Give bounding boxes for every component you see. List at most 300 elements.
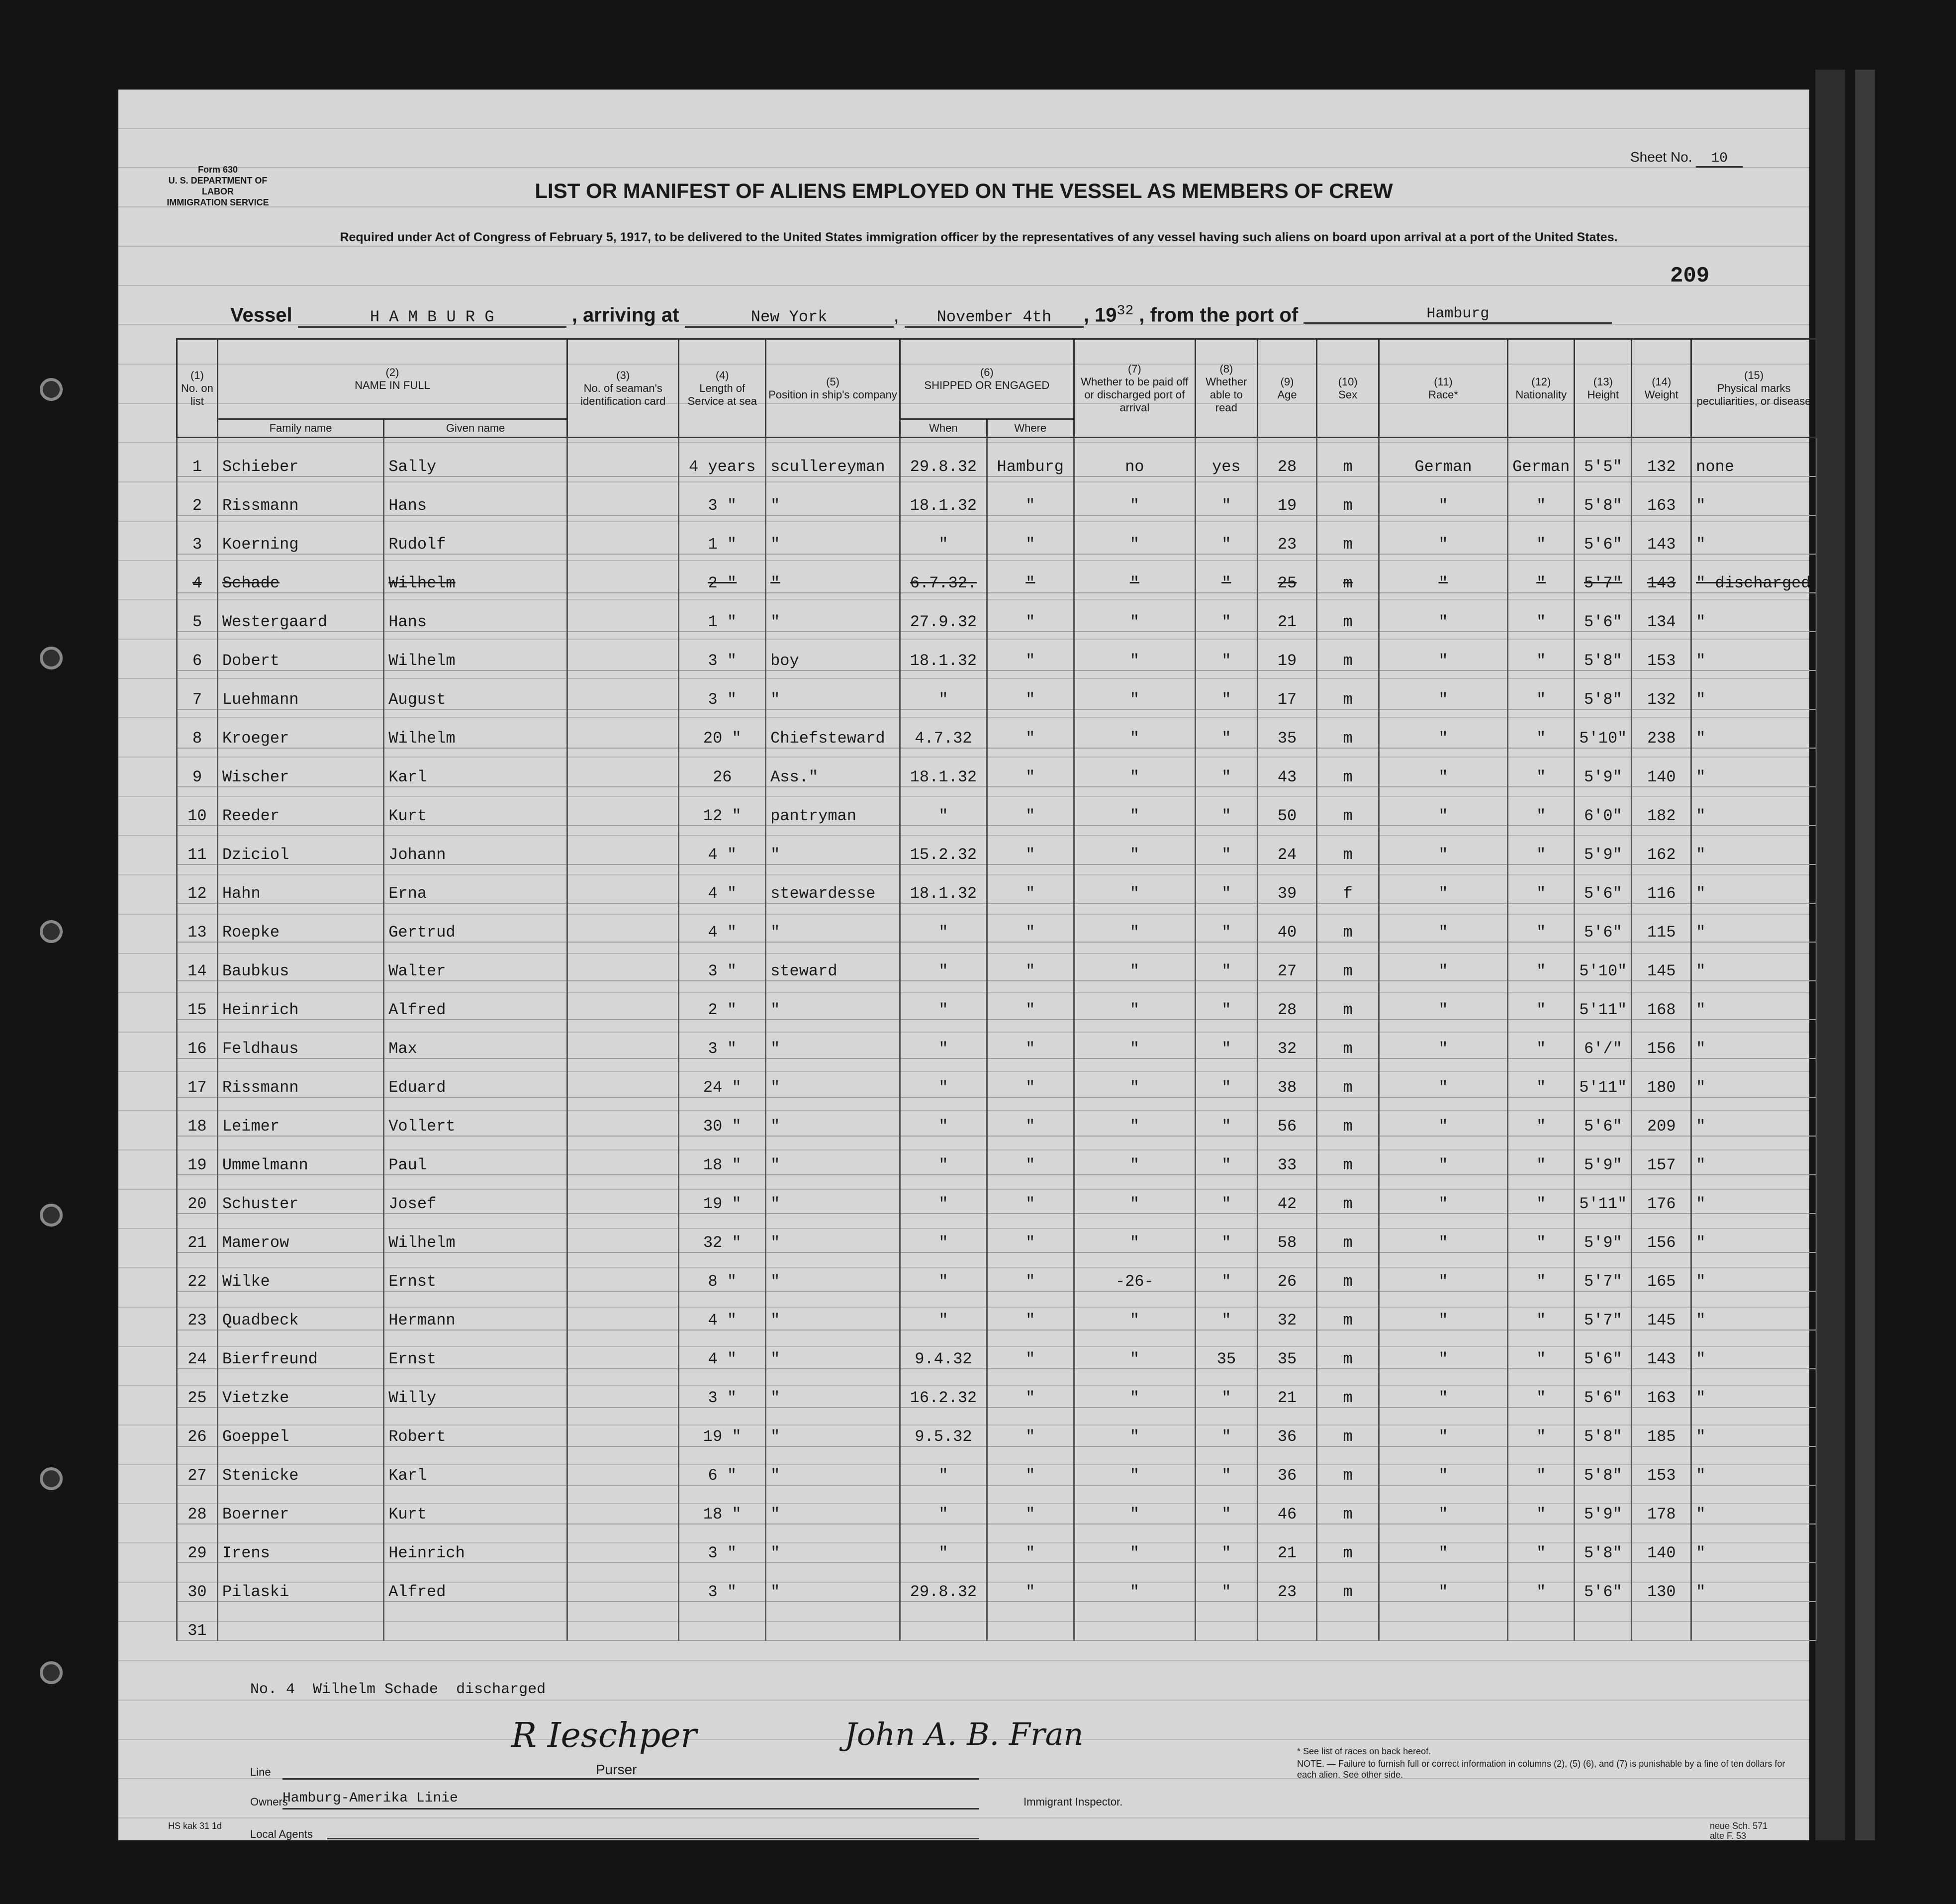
table-row — [177, 438, 1817, 477]
nat-cell: " — [1508, 709, 1575, 748]
race-cell: " — [1379, 1252, 1507, 1291]
race-cell: " — [1379, 476, 1507, 515]
table-row — [177, 476, 1817, 515]
age-cell: 21 — [1257, 1369, 1317, 1408]
read-cell: " — [1195, 476, 1257, 515]
age-cell: 21 — [1257, 593, 1317, 632]
sex-cell: m — [1317, 709, 1379, 748]
sex-cell: m — [1317, 1524, 1379, 1563]
height-cell: 5'6" — [1575, 1330, 1632, 1369]
no-cell: 6 — [177, 632, 218, 670]
read-cell: " — [1195, 748, 1257, 787]
sex-cell: m — [1317, 1369, 1379, 1408]
paid-cell: no — [1074, 438, 1195, 477]
race-cell: " — [1379, 787, 1507, 826]
col-sex: (10) Sex — [1317, 339, 1379, 438]
family-cell: Koerning — [217, 515, 383, 554]
id-card-cell — [567, 1252, 679, 1291]
paid-cell: " — [1074, 981, 1195, 1020]
paid-cell: " — [1074, 593, 1195, 632]
where-cell: " — [987, 1291, 1074, 1330]
paid-cell: " — [1074, 709, 1195, 748]
age-cell: 23 — [1257, 1563, 1317, 1602]
marks-cell: " — [1691, 864, 1817, 903]
weight-cell: 156 — [1632, 1020, 1691, 1058]
year-prefix: , 19 — [1083, 304, 1117, 326]
paid-cell: " — [1074, 670, 1195, 709]
col-marks: (15) Physical marks peculiarities, or disease — [1691, 339, 1817, 438]
age-cell: 32 — [1257, 1020, 1317, 1058]
age-cell: 26 — [1257, 1252, 1317, 1291]
position-cell: " — [766, 1175, 900, 1214]
agents-rule — [327, 1838, 979, 1839]
nat-cell: " — [1508, 1408, 1575, 1446]
table-row — [177, 981, 1817, 1020]
age-cell: 17 — [1257, 670, 1317, 709]
when-cell: " — [900, 1136, 987, 1175]
marks-cell: " — [1691, 1214, 1817, 1252]
service-cell: 4 years — [679, 438, 766, 477]
sheet-value: 10 — [1696, 151, 1743, 168]
height-cell: 5'9" — [1575, 826, 1632, 864]
marks-cell: " — [1691, 593, 1817, 632]
marks-cell: " discharged — [1691, 554, 1817, 593]
height-cell: 5'8" — [1575, 1524, 1632, 1563]
weight-cell: 153 — [1632, 1446, 1691, 1485]
where-cell: " — [987, 1485, 1074, 1524]
nat-cell: " — [1508, 1524, 1575, 1563]
where-cell: " — [987, 1563, 1074, 1602]
when-cell: 15.2.32 — [900, 826, 987, 864]
height-cell: 5'7" — [1575, 1252, 1632, 1291]
arriving-port: New York — [685, 308, 894, 328]
position-cell: boy — [766, 632, 900, 670]
when-cell: " — [900, 1097, 987, 1136]
service-cell: 20 " — [679, 709, 766, 748]
position-cell: " — [766, 476, 900, 515]
no-cell: 2 — [177, 476, 218, 515]
when-cell: 18.1.32 — [900, 632, 987, 670]
when-cell — [900, 1602, 987, 1640]
weight-cell: 238 — [1632, 709, 1691, 748]
when-cell: 9.5.32 — [900, 1408, 987, 1446]
weight-cell: 165 — [1632, 1252, 1691, 1291]
position-cell: " — [766, 1136, 900, 1175]
sex-cell: m — [1317, 438, 1379, 477]
position-cell: scullereyman — [766, 438, 900, 477]
marks-cell — [1691, 1602, 1817, 1640]
weight-cell: 180 — [1632, 1058, 1691, 1097]
read-cell: yes — [1195, 438, 1257, 477]
service-cell: 12 " — [679, 787, 766, 826]
when-cell: 16.2.32 — [900, 1369, 987, 1408]
marks-cell: " — [1691, 981, 1817, 1020]
weight-cell: 157 — [1632, 1136, 1691, 1175]
given-cell: Wilhelm — [384, 632, 567, 670]
purser-signature: R Ieschper — [511, 1716, 697, 1755]
race-cell: " — [1379, 1020, 1507, 1058]
sex-cell: m — [1317, 1020, 1379, 1058]
read-cell: " — [1195, 670, 1257, 709]
position-cell: " — [766, 1485, 900, 1524]
height-cell: 5'6" — [1575, 903, 1632, 942]
paid-cell: " — [1074, 942, 1195, 981]
height-cell: 5'9" — [1575, 748, 1632, 787]
family-cell: Boerner — [217, 1485, 383, 1524]
nat-cell: " — [1508, 1485, 1575, 1524]
marks-cell: " — [1691, 826, 1817, 864]
col-race: (11) Race* — [1379, 339, 1507, 438]
no-cell: 27 — [177, 1446, 218, 1485]
given-cell: Eduard — [384, 1058, 567, 1097]
given-cell: Sally — [384, 438, 567, 477]
position-cell: pantryman — [766, 787, 900, 826]
position-cell: " — [766, 515, 900, 554]
weight-cell: 163 — [1632, 1369, 1691, 1408]
age-cell: 46 — [1257, 1485, 1317, 1524]
page-edge — [1855, 70, 1875, 1840]
table-row — [177, 864, 1817, 903]
inspector-signature: John A. B. Fran — [844, 1716, 1084, 1752]
when-cell: " — [900, 981, 987, 1020]
given-cell: Hans — [384, 593, 567, 632]
where-cell: " — [987, 709, 1074, 748]
weight-cell: 163 — [1632, 476, 1691, 515]
id-card-cell — [567, 438, 679, 477]
weight-cell: 140 — [1632, 1524, 1691, 1563]
given-cell: Willy — [384, 1369, 567, 1408]
family-cell: Westergaard — [217, 593, 383, 632]
paid-cell: " — [1074, 1175, 1195, 1214]
table-row — [177, 1330, 1817, 1369]
when-cell: " — [900, 1175, 987, 1214]
no-cell: 21 — [177, 1214, 218, 1252]
when-cell: " — [900, 1446, 987, 1485]
page-edge — [1815, 70, 1845, 1840]
no-cell: 7 — [177, 670, 218, 709]
read-cell: " — [1195, 515, 1257, 554]
owners-label: Owners — [250, 1796, 288, 1808]
when-cell: 9.4.32 — [900, 1330, 987, 1369]
paid-cell: " — [1074, 1524, 1195, 1563]
sex-cell: m — [1317, 1097, 1379, 1136]
when-cell: 27.9.32 — [900, 593, 987, 632]
weight-cell: 130 — [1632, 1563, 1691, 1602]
col-paid-off: (7) Whether to be paid off or discharged port of arrival — [1074, 339, 1195, 438]
table-row — [177, 1058, 1817, 1097]
weight-cell: 134 — [1632, 593, 1691, 632]
given-cell: Gertrud — [384, 903, 567, 942]
height-cell: 5'6" — [1575, 864, 1632, 903]
sex-cell: m — [1317, 1408, 1379, 1446]
given-cell: Kurt — [384, 787, 567, 826]
read-cell: " — [1195, 826, 1257, 864]
service-cell: 3 " — [679, 1563, 766, 1602]
race-cell: " — [1379, 1369, 1507, 1408]
paid-cell: " — [1074, 476, 1195, 515]
position-cell: " — [766, 593, 900, 632]
race-cell: " — [1379, 1058, 1507, 1097]
marks-cell: " — [1691, 1136, 1817, 1175]
age-cell: 36 — [1257, 1446, 1317, 1485]
marks-cell: " — [1691, 1485, 1817, 1524]
given-cell: Hans — [384, 476, 567, 515]
weight-cell: 185 — [1632, 1408, 1691, 1446]
when-cell: " — [900, 942, 987, 981]
weight-cell: 116 — [1632, 864, 1691, 903]
height-cell: 5'5" — [1575, 438, 1632, 477]
marks-cell: " — [1691, 903, 1817, 942]
no-cell: 31 — [177, 1602, 218, 1640]
table-row — [177, 787, 1817, 826]
sex-cell: m — [1317, 1214, 1379, 1252]
crew-table — [176, 338, 1817, 1641]
paid-cell: " — [1074, 903, 1195, 942]
year-value: 32 — [1117, 303, 1134, 319]
col-list-no: (1) No. on list — [177, 339, 218, 438]
reference-old: alte F. 53 — [1710, 1831, 1747, 1841]
position-cell: " — [766, 1214, 900, 1252]
height-cell: 5'8" — [1575, 1446, 1632, 1485]
col-shipped: (6) SHIPPED OR ENGAGED — [900, 339, 1074, 419]
service-cell: 6 " — [679, 1446, 766, 1485]
table-body — [177, 438, 1817, 1641]
family-cell: Wilke — [217, 1252, 383, 1291]
given-cell: Wilhelm — [384, 709, 567, 748]
nat-cell: " — [1508, 826, 1575, 864]
read-cell: " — [1195, 981, 1257, 1020]
race-cell: " — [1379, 903, 1507, 942]
sex-cell: m — [1317, 632, 1379, 670]
col-height: (13) Height — [1575, 339, 1632, 438]
given-cell: Max — [384, 1020, 567, 1058]
agents-label: Local Agents — [250, 1828, 313, 1840]
read-cell: " — [1195, 593, 1257, 632]
weight-cell: 143 — [1632, 554, 1691, 593]
page-subtitle: Required under Act of Congress of February 5, 1917, to be delivered to the United States immigration officer by the representatives of any vessel having such aliens on board upon arrival at a port of the United States. — [340, 230, 1618, 244]
age-cell: 50 — [1257, 787, 1317, 826]
nat-cell: " — [1508, 864, 1575, 903]
paid-cell: " — [1074, 554, 1195, 593]
height-cell: 5'8" — [1575, 476, 1632, 515]
nat-cell: " — [1508, 748, 1575, 787]
age-cell: 19 — [1257, 632, 1317, 670]
id-card-cell — [567, 1058, 679, 1097]
read-cell — [1195, 1602, 1257, 1640]
paid-cell: " — [1074, 1485, 1195, 1524]
age-cell: 33 — [1257, 1136, 1317, 1175]
marks-cell: " — [1691, 748, 1817, 787]
family-cell: Bierfreund — [217, 1330, 383, 1369]
when-cell: 6.7.32. — [900, 554, 987, 593]
when-cell: " — [900, 515, 987, 554]
family-cell: Rissmann — [217, 1058, 383, 1097]
service-cell: 24 " — [679, 1058, 766, 1097]
race-cell: " — [1379, 1524, 1507, 1563]
given-cell: Kurt — [384, 1485, 567, 1524]
sex-cell: m — [1317, 1058, 1379, 1097]
marks-cell: " — [1691, 709, 1817, 748]
table-row — [177, 1485, 1817, 1524]
age-cell: 28 — [1257, 438, 1317, 477]
position-cell: " — [766, 1291, 900, 1330]
position-cell: " — [766, 1252, 900, 1291]
paid-cell: " — [1074, 1291, 1195, 1330]
service: IMMIGRATION SERVICE — [167, 197, 269, 207]
no-cell: 5 — [177, 593, 218, 632]
position-cell: Chiefsteward — [766, 709, 900, 748]
given-cell: Erna — [384, 864, 567, 903]
sex-cell — [1317, 1602, 1379, 1640]
departure-port: Hamburg — [1304, 305, 1612, 324]
sex-cell: m — [1317, 1330, 1379, 1369]
service-cell: 3 " — [679, 670, 766, 709]
nat-cell: " — [1508, 942, 1575, 981]
given-cell: Wilhelm — [384, 554, 567, 593]
height-cell: 5'7" — [1575, 1291, 1632, 1330]
when-cell: " — [900, 1291, 987, 1330]
sex-cell: m — [1317, 1446, 1379, 1485]
position-cell: steward — [766, 942, 900, 981]
page-title: LIST OR MANIFEST OF ALIENS EMPLOYED ON THE VESSEL AS MEMBERS OF CREW — [535, 179, 1393, 202]
weight-cell — [1632, 1602, 1691, 1640]
id-card-cell — [567, 1330, 679, 1369]
id-card-cell — [567, 1524, 679, 1563]
race-cell: " — [1379, 1214, 1507, 1252]
id-card-cell — [567, 515, 679, 554]
col-read: (8) Whether able to read — [1195, 339, 1257, 438]
nat-cell: " — [1508, 1446, 1575, 1485]
vessel-label: Vessel — [230, 304, 292, 326]
given-cell: Hermann — [384, 1291, 567, 1330]
position-cell: Ass." — [766, 748, 900, 787]
read-cell: " — [1195, 942, 1257, 981]
no-cell: 12 — [177, 864, 218, 903]
weight-cell: 145 — [1632, 942, 1691, 981]
read-cell: " — [1195, 1252, 1257, 1291]
read-cell: " — [1195, 787, 1257, 826]
no-cell: 11 — [177, 826, 218, 864]
paid-cell: " — [1074, 1563, 1195, 1602]
col-nationality: (12) Nationality — [1508, 339, 1575, 438]
no-cell: 24 — [177, 1330, 218, 1369]
table-row — [177, 709, 1817, 748]
where-cell: " — [987, 1369, 1074, 1408]
service-cell: 4 " — [679, 826, 766, 864]
service-cell: 18 " — [679, 1136, 766, 1175]
where-cell: " — [987, 1524, 1074, 1563]
position-cell: " — [766, 1408, 900, 1446]
weight-cell: 178 — [1632, 1485, 1691, 1524]
given-cell: Alfred — [384, 1563, 567, 1602]
where-cell: " — [987, 632, 1074, 670]
sex-cell: m — [1317, 787, 1379, 826]
age-cell: 58 — [1257, 1214, 1317, 1252]
id-card-cell — [567, 1369, 679, 1408]
age-cell: 42 — [1257, 1175, 1317, 1214]
footer-remark: No. 4 Wilhelm Schade discharged — [250, 1681, 546, 1698]
read-cell: " — [1195, 1408, 1257, 1446]
sex-cell: m — [1317, 1175, 1379, 1214]
height-cell: 5'9" — [1575, 1136, 1632, 1175]
service-cell: 3 " — [679, 1369, 766, 1408]
nat-cell: " — [1508, 1136, 1575, 1175]
family-cell: Reeder — [217, 787, 383, 826]
marks-cell: " — [1691, 1330, 1817, 1369]
where-cell: " — [987, 1214, 1074, 1252]
weight-cell: 143 — [1632, 1330, 1691, 1369]
table-row — [177, 942, 1817, 981]
col-id-card: (3) No. of seaman's identification card — [567, 339, 679, 438]
position-cell: " — [766, 1369, 900, 1408]
paid-cell: " — [1074, 1214, 1195, 1252]
position-cell — [766, 1602, 900, 1640]
paid-cell: " — [1074, 748, 1195, 787]
no-cell: 17 — [177, 1058, 218, 1097]
service-cell: 8 " — [679, 1252, 766, 1291]
nat-cell: " — [1508, 1291, 1575, 1330]
table-row — [177, 515, 1817, 554]
height-cell: 5'8" — [1575, 670, 1632, 709]
id-card-cell — [567, 826, 679, 864]
family-cell: Schieber — [217, 438, 383, 477]
sheet-label: Sheet No. — [1630, 149, 1692, 165]
given-cell: Wilhelm — [384, 1214, 567, 1252]
id-card-cell — [567, 1485, 679, 1524]
race-cell: " — [1379, 826, 1507, 864]
height-cell: 5'10" — [1575, 942, 1632, 981]
nat-cell: " — [1508, 476, 1575, 515]
paid-cell: -26- — [1074, 1252, 1195, 1291]
where-cell: " — [987, 515, 1074, 554]
position-cell: " — [766, 1524, 900, 1563]
given-cell: Karl — [384, 1446, 567, 1485]
height-cell: 6'0" — [1575, 787, 1632, 826]
given-cell: Paul — [384, 1136, 567, 1175]
paid-cell: " — [1074, 632, 1195, 670]
sex-cell: m — [1317, 476, 1379, 515]
race-cell: " — [1379, 1485, 1507, 1524]
family-cell: Quadbeck — [217, 1291, 383, 1330]
service-cell — [679, 1602, 766, 1640]
height-cell: 6'/" — [1575, 1020, 1632, 1058]
race-cell: " — [1379, 1446, 1507, 1485]
read-cell: " — [1195, 1058, 1257, 1097]
when-cell: " — [900, 1485, 987, 1524]
line-label: Line — [250, 1766, 271, 1778]
paid-cell: " — [1074, 826, 1195, 864]
family-cell: Schade — [217, 554, 383, 593]
col-where: Where — [987, 419, 1074, 438]
marks-cell: " — [1691, 1097, 1817, 1136]
age-cell: 35 — [1257, 709, 1317, 748]
given-cell: Rudolf — [384, 515, 567, 554]
where-cell: " — [987, 1408, 1074, 1446]
sex-cell: m — [1317, 1563, 1379, 1602]
race-cell: " — [1379, 1136, 1507, 1175]
age-cell — [1257, 1602, 1317, 1640]
marks-cell: " — [1691, 670, 1817, 709]
no-cell: 28 — [177, 1485, 218, 1524]
marks-cell: " — [1691, 1524, 1817, 1563]
id-card-cell — [567, 903, 679, 942]
table-row — [177, 1291, 1817, 1330]
read-cell: " — [1195, 1136, 1257, 1175]
race-cell: " — [1379, 632, 1507, 670]
no-cell: 22 — [177, 1252, 218, 1291]
read-cell: " — [1195, 1097, 1257, 1136]
race-cell: " — [1379, 1563, 1507, 1602]
